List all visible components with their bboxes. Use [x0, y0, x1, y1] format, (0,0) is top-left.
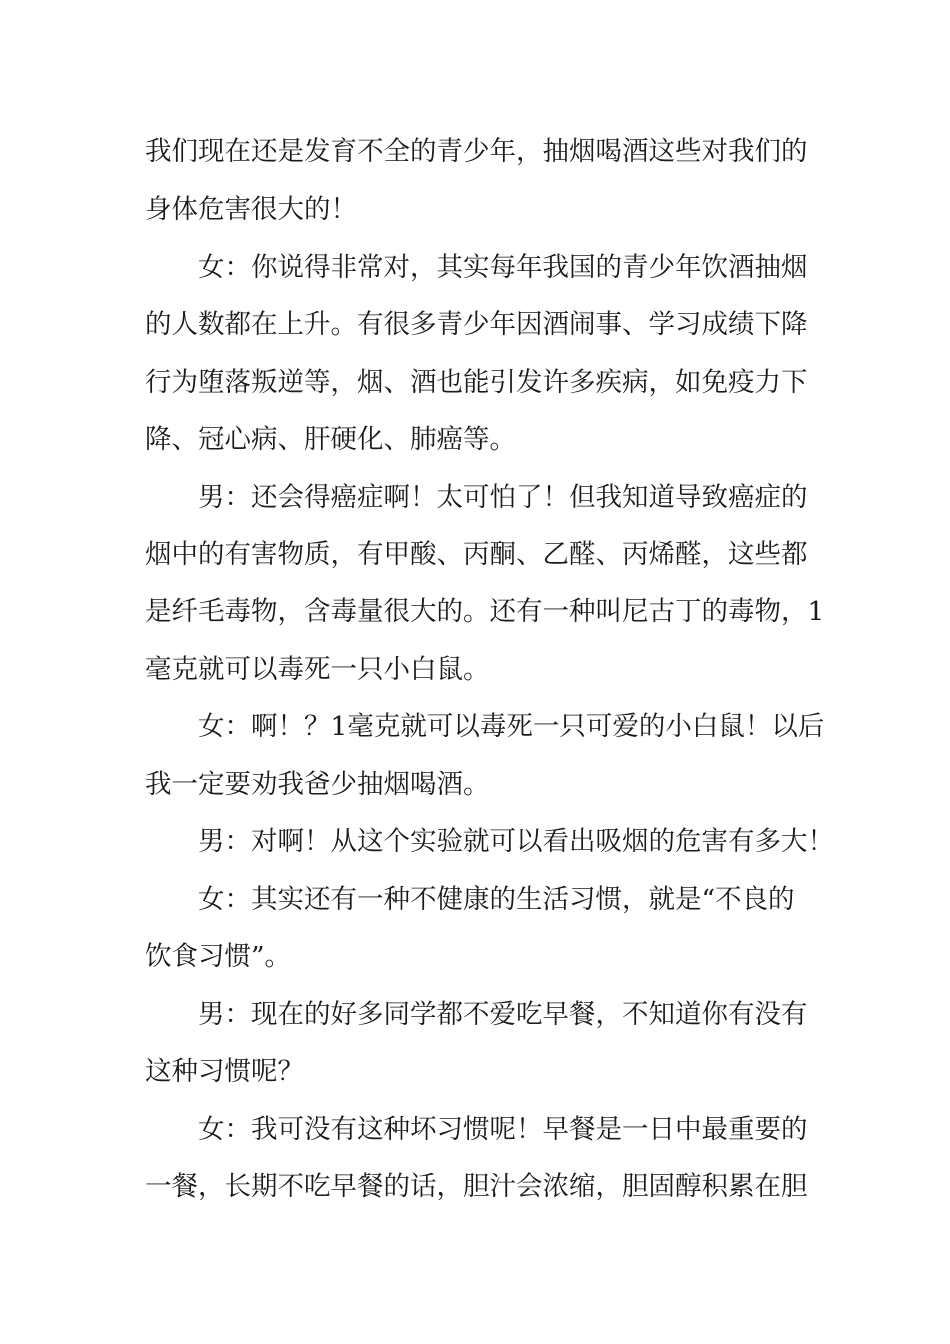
text-line: 女：啊！？1毫克就可以毒死一只可爱的小白鼠！以后	[198, 711, 825, 742]
text-line: 是纤毛毒物，含毒量很大的。还有一种叫尼古丁的毒物，1	[145, 596, 825, 627]
text-line: 女：我可没有这种坏习惯呢！早餐是一日中最重要的	[198, 1114, 808, 1145]
text-line: 男：对啊！从这个实验就可以看出吸烟的危害有多大！	[198, 826, 834, 857]
text-line: 男：还会得癌症啊！太可怕了！但我知道导致癌症的	[198, 482, 808, 513]
text-line: 男：现在的好多同学都不爱吃早餐，不知道你有没有	[198, 999, 808, 1030]
text-line: 行为堕落叛逆等，烟、酒也能引发许多疾病，如免疫力下	[145, 367, 808, 398]
text-line: 毫克就可以毒死一只小白鼠。	[145, 654, 490, 685]
text-line: 降、冠心病、肝硬化、肺癌等。	[145, 424, 516, 455]
text-line: 身体危害很大的！	[145, 194, 357, 225]
text-line: 一餐，长期不吃早餐的话，胆汁会浓缩，胆固醇积累在胆	[145, 1171, 808, 1202]
text-line: 饮食习惯”。	[145, 941, 292, 972]
text-line: 女：你说得非常对，其实每年我国的青少年饮酒抽烟	[198, 252, 808, 283]
text-line: 烟中的有害物质，有甲酸、丙酮、乙醛、丙烯醛，这些都	[145, 539, 808, 570]
text-line: 女：其实还有一种不健康的生活习惯，就是“不良的	[198, 884, 795, 915]
text-line: 的人数都在上升。有很多青少年因酒闹事、学习成绩下降	[145, 309, 808, 340]
text-line: 我一定要劝我爸少抽烟喝酒。	[145, 769, 490, 800]
text-line: 我们现在还是发育不全的青少年，抽烟喝酒这些对我们的	[145, 136, 808, 167]
text-line: 这种习惯呢？	[145, 1056, 304, 1087]
